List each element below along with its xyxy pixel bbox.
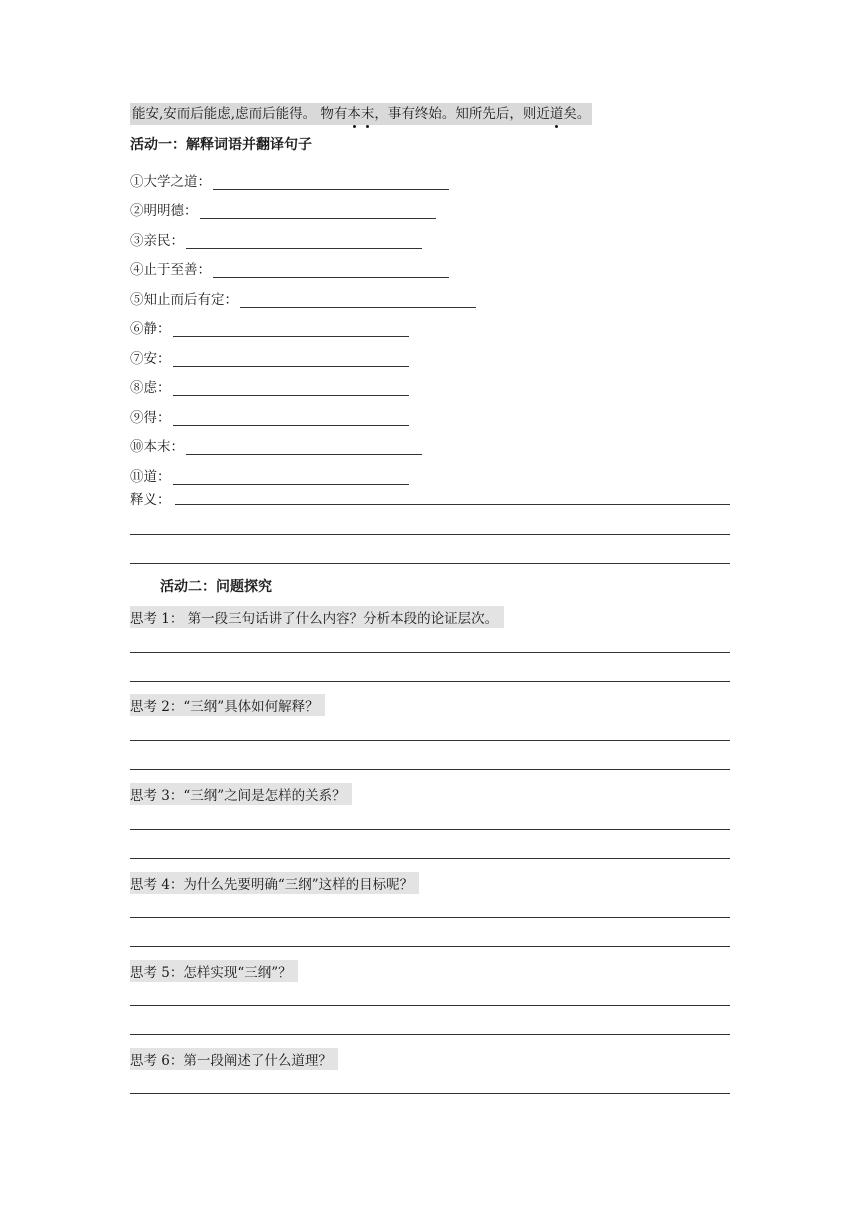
answer-line[interactable] — [130, 534, 730, 535]
answer-blank[interactable] — [200, 217, 436, 219]
answer-line[interactable] — [130, 1005, 730, 1006]
vocab-label: ③亲民： — [130, 232, 184, 249]
vocab-item — [130, 164, 730, 194]
answer-line[interactable] — [130, 652, 730, 653]
vocab-item — [130, 253, 730, 283]
vocab-label: ④止于至善： — [130, 262, 211, 278]
answer-blank[interactable] — [213, 188, 449, 190]
answer-blank[interactable] — [213, 276, 449, 278]
answer-line[interactable] — [130, 740, 730, 741]
answer-blank[interactable] — [173, 394, 409, 396]
question-5: 思考 5：怎样实现“三纲”？ — [130, 960, 298, 982]
vocab-label: ⑩本末： — [130, 439, 184, 455]
meaning-label: 释义： — [130, 492, 171, 508]
vocab-item — [130, 341, 730, 371]
question-3: 思考 3：“三纲”之间是怎样的关系？ — [130, 783, 352, 805]
vocab-item — [130, 194, 730, 224]
answer-line[interactable] — [130, 917, 730, 918]
vocab-item — [130, 400, 730, 430]
answer-line[interactable] — [130, 769, 730, 770]
vocab-label: ⑨得： — [130, 409, 171, 426]
answer-line[interactable] — [130, 829, 730, 830]
intro-text-3: 矣。 — [563, 106, 591, 122]
vocab-label: ⑪道： — [130, 468, 171, 485]
vocab-label: ①大学之道： — [130, 173, 211, 190]
question-6: 思考 6：第一段阐述了什么道理？ — [130, 1048, 338, 1070]
vocab-label: ⑧虑： — [130, 380, 171, 396]
intro-text-1: 能安,安而后能虑,虑而后能得。 物有 — [132, 106, 348, 122]
vocab-item — [130, 371, 730, 401]
vocab-label: ②明明德： — [130, 203, 198, 219]
question-2: 思考 2：“三纲”具体如何解释？ — [130, 694, 325, 716]
vocab-list — [130, 164, 730, 489]
question-4: 思考 4：为什么先要明确“三纲”这样的目标呢？ — [130, 872, 419, 894]
intro-dotted-char-ben: 本 — [347, 103, 361, 125]
answer-line[interactable] — [130, 1034, 730, 1035]
answer-blank[interactable] — [173, 424, 409, 426]
vocab-item — [130, 430, 730, 460]
answer-blank[interactable] — [240, 306, 476, 308]
answer-blank[interactable] — [186, 453, 422, 455]
intro-passage — [130, 103, 592, 125]
question-1: 思考 1： 第一段三句话讲了什么内容？分析本段的论证层次。 — [130, 606, 504, 628]
answer-blank[interactable] — [173, 365, 409, 367]
answer-line[interactable] — [130, 858, 730, 859]
answer-line[interactable] — [130, 563, 730, 564]
answer-blank[interactable] — [173, 335, 409, 337]
answer-line[interactable] — [130, 1093, 730, 1094]
vocab-item — [130, 282, 730, 312]
answer-blank[interactable] — [186, 247, 422, 249]
vocab-label: ⑤知止而后有定： — [130, 291, 238, 308]
vocab-item — [130, 312, 730, 342]
vocab-label: ⑥静： — [130, 321, 171, 337]
intro-dotted-char-dao: 道 — [550, 103, 564, 125]
answer-blank[interactable] — [173, 483, 409, 485]
intro-text-2: ，事有终始。知所先后，则近 — [374, 106, 550, 122]
answer-line[interactable] — [130, 681, 730, 682]
answer-line[interactable] — [175, 504, 730, 505]
vocab-item — [130, 223, 730, 253]
intro-dotted-char-mo: 末 — [361, 103, 375, 125]
vocab-label: ⑦安： — [130, 350, 171, 367]
answer-line[interactable] — [130, 946, 730, 947]
vocab-item — [130, 459, 730, 489]
activity-1-title: 活动一：解释词语并翻译句子 — [130, 137, 312, 153]
activity-2-title: 活动二：问题探究 — [160, 579, 272, 595]
